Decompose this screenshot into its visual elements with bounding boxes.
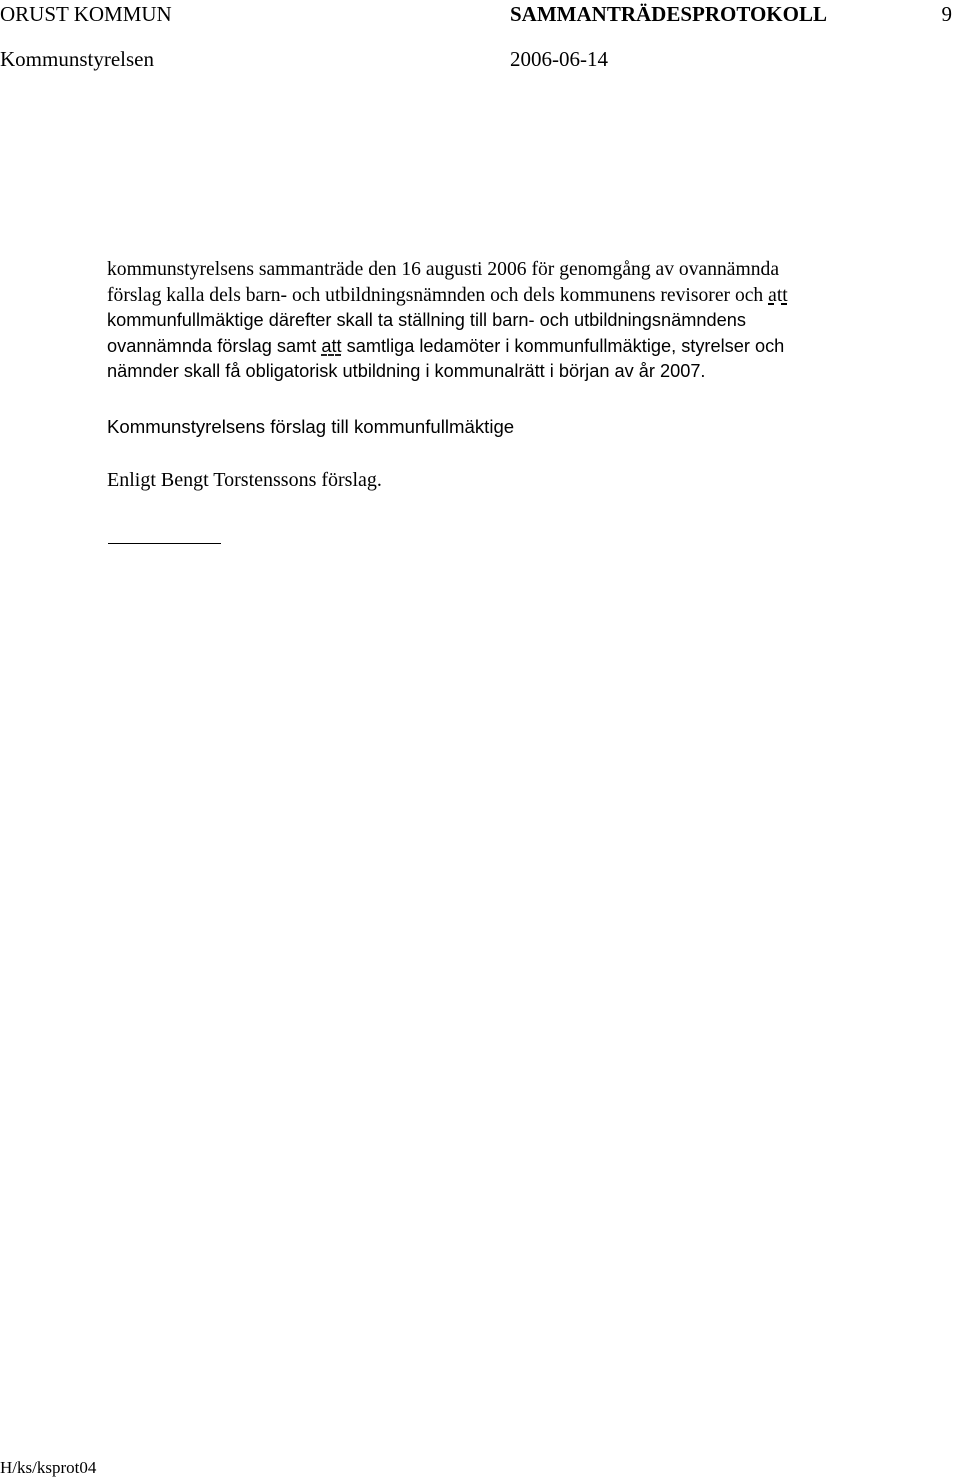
decision-text: Enligt Bengt Torstenssons förslag. xyxy=(107,469,382,491)
att-marker: att xyxy=(321,335,342,356)
section-divider xyxy=(108,543,221,544)
decision-paragraph xyxy=(107,257,907,385)
paragraph-text: förslag kalla dels barn- och utbildningsnämnden och dels kommunens revisorer och xyxy=(107,284,769,306)
paragraph-text: kommunstyrelsens sammanträde den 16 augusti 2006 för genomgång av ovannämnda xyxy=(107,259,780,280)
att-marker: att xyxy=(768,284,788,306)
document-reference: H/ks/ksprot04 xyxy=(0,1458,97,1477)
paragraph-text: samtliga ledamöter i kommunfullmäktige, styrelser och xyxy=(341,335,785,356)
organization-name: ORUST KOMMUN xyxy=(0,2,172,26)
paragraph-line xyxy=(107,308,907,334)
paragraph-text: nämnder skall få obligatorisk utbildning i kommunalrätt i början av år 2007. xyxy=(107,361,706,382)
paragraph-line xyxy=(107,283,907,309)
paragraph-line xyxy=(107,334,907,360)
paragraph-text: ovannämnda förslag samt xyxy=(107,335,322,356)
meeting-date: 2006-06-14 xyxy=(510,47,608,71)
page-number: 9 xyxy=(941,2,952,26)
document-type: SAMMANTRÄDESPROTOKOLL xyxy=(510,2,827,26)
paragraph-line xyxy=(107,359,907,385)
paragraph-line xyxy=(107,257,907,283)
committee-name: Kommunstyrelsen xyxy=(0,47,154,71)
proposal-heading: Kommunstyrelsens förslag till kommunfullmäktige xyxy=(107,416,515,437)
paragraph-text: kommunfullmäktige därefter skall ta ställning till barn- och utbildningsnämndens xyxy=(107,310,746,331)
